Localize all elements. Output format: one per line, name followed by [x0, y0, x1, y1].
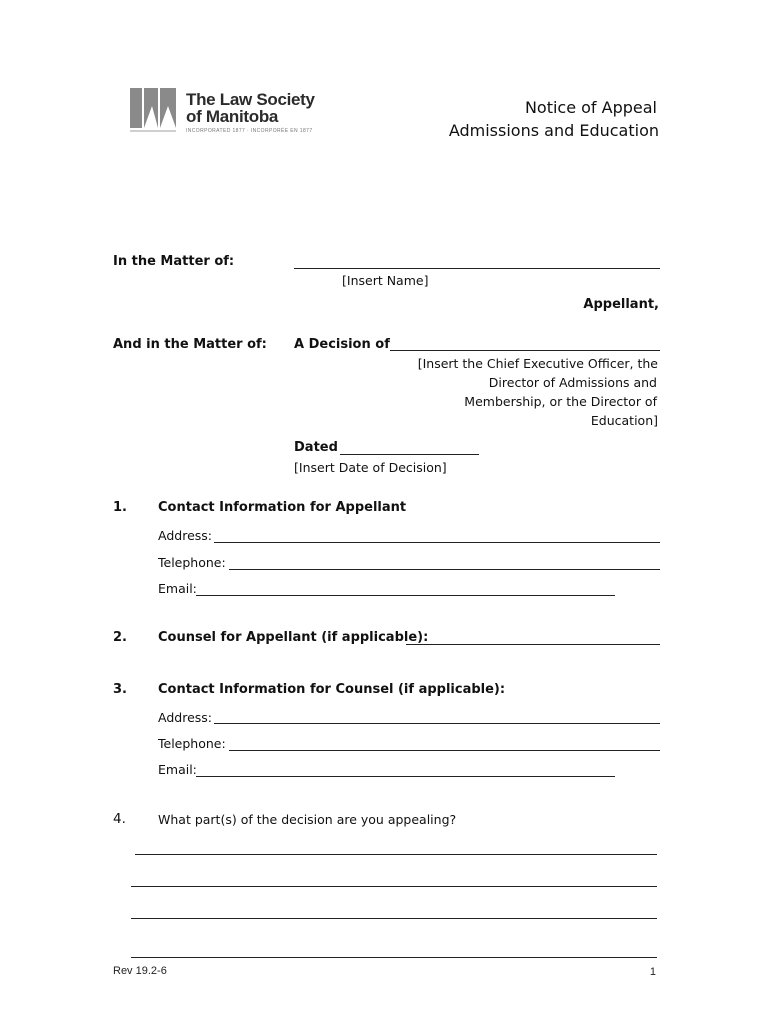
dated-label: Dated [294, 440, 338, 455]
title-line1: Notice of Appeal [524, 98, 657, 117]
title-line2: Admissions and Education [448, 121, 659, 140]
decision-field-line[interactable] [390, 350, 660, 351]
decision-of-label: A Decision of [294, 337, 390, 352]
s1-address-label: Address: [158, 528, 212, 543]
decision-hint-line2: Director of Admissions and [488, 375, 657, 390]
section4-number: 4. [113, 811, 126, 827]
s3-email-label: Email: [158, 762, 197, 777]
answer-line-2[interactable] [131, 886, 657, 887]
answer-line-1[interactable] [135, 854, 657, 855]
s1-email-field[interactable] [196, 595, 615, 596]
s1-telephone-label: Telephone: [158, 555, 226, 570]
s3-address-field[interactable] [214, 723, 660, 724]
logo-tagline: INCORPORATED 1877 · INCORPORÉE EN 1877 [186, 128, 313, 134]
s1-address-field[interactable] [214, 542, 660, 543]
appellant-label: Appellant, [583, 297, 659, 312]
decision-hint-line3: Membership, or the Director of [464, 394, 657, 409]
section3-title: Contact Information for Counsel (if applicable): [158, 682, 506, 697]
decision-hint-line1: [Insert the Chief Executive Officer, the [417, 356, 658, 371]
answer-line-3[interactable] [131, 918, 657, 919]
section3-number: 3. [113, 682, 127, 697]
section1-number: 1. [113, 500, 127, 515]
section2-number: 2. [113, 630, 127, 645]
s3-email-field[interactable] [196, 776, 615, 777]
s3-address-label: Address: [158, 710, 212, 725]
dated-hint: [Insert Date of Decision] [294, 460, 447, 475]
s3-telephone-label: Telephone: [158, 736, 226, 751]
section2-title: Counsel for Appellant (if applicable): [158, 630, 429, 645]
s1-email-label: Email: [158, 581, 197, 596]
section4-question: What part(s) of the decision are you appealing? [158, 812, 457, 827]
s1-telephone-field[interactable] [229, 569, 660, 570]
s3-telephone-field[interactable] [229, 750, 660, 751]
law-society-logo [128, 86, 328, 136]
logo-name-line1: The Law Society [186, 90, 315, 109]
decision-hint-line4: Education] [590, 413, 658, 428]
date-field-line[interactable] [340, 454, 479, 455]
counsel-field[interactable] [406, 644, 660, 645]
matter-label: In the Matter of: [113, 254, 235, 269]
insert-name-hint: [Insert Name] [342, 273, 429, 288]
revision-label: Rev 19.2-6 [113, 965, 167, 977]
second-matter-label: And in the Matter of: [113, 337, 267, 352]
law-society-logo-mark [128, 86, 178, 134]
logo-name-line2: of Manitoba [186, 107, 279, 126]
name-field-line[interactable] [294, 268, 660, 269]
section1-title: Contact Information for Appellant [158, 500, 407, 515]
answer-line-4[interactable] [131, 957, 657, 958]
page-number: 1 [649, 966, 656, 978]
